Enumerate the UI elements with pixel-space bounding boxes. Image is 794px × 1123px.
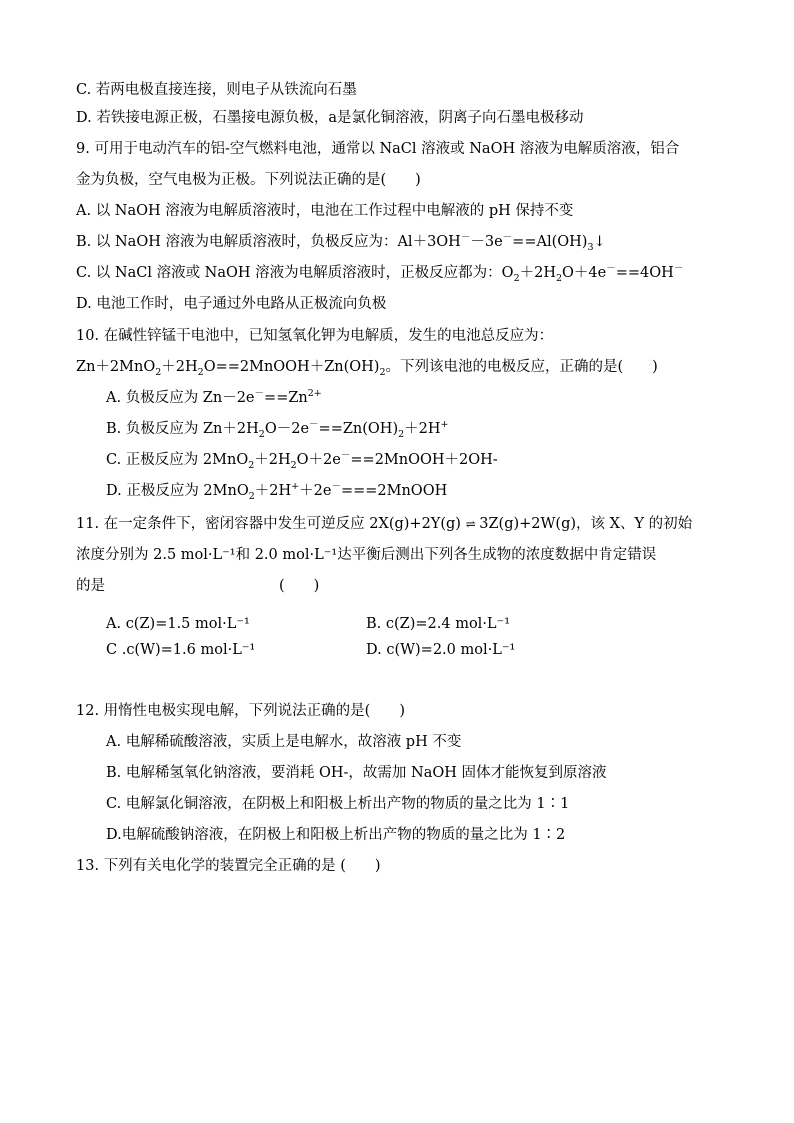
q10-option-d: D. 正极反应为 2MnO$_2$＋2H+＋2e－===2MnOOH (106, 481, 448, 502)
q10-option-c: C. 正极反应为 $2MnO_2+2H_2O+2e^-==2MnOOH+2OH-$ (106, 450, 498, 471)
q11-option-d: D. c(W)=2.0 mol·L⁻¹ (366, 642, 516, 658)
q9-stem-line2: 金为负极，空气电极为正极。下列说法正确的是( ) (76, 172, 421, 188)
q10-stem-line1: 10. 在碱性锌锰干电池中，已知氢氧化钾为电解质，发生的电池总反应为： (76, 328, 554, 344)
equilibrium-arrow-icon: ⇌ (465, 517, 475, 531)
q12-stem: 12. 用惰性电极实现电解，下列说法正确的是( ) (76, 703, 405, 719)
q10-option-b: B. 负极反应为 $Zn+2H_2O-2e^-==Zn(OH)_2+2H^+$ (106, 419, 449, 440)
q9-option-a: A. 以 NaOH 溶液为电解质溶液时，电池在工作过程中电解液的 pH 保持不变 (76, 203, 574, 219)
q10-stem-line2: $Zn+2MnO_2+2H_2O==2MnOOH+Zn(OH)_2$。下列该电池的电极反应，正确的是( ) (76, 359, 658, 378)
q12-option-d: D.电解硫酸钠溶液，在阴极上和阳极上析出产物的物质的量之比为 1∶2 (106, 827, 566, 843)
q9-option-b: B. 以 NaOH 溶液为电解质溶液时，负极反应为：$Al+3OH^--3e^-==Al(OH)_3↓$ (76, 232, 606, 253)
q8-option-d: D. 若铁接电源正极，石墨接电源负极，a是氯化铜溶液，阴离子向石墨电极移动 (76, 110, 584, 126)
q11-stem-line2: 浓度分别为 2.5 mol·L⁻¹和 2.0 mol·L⁻¹达平衡后测出下列各生成物的浓度数据中肯定错误 (76, 547, 657, 563)
q8-option-c: C. 若两电极直接连接，则电子从铁流向石墨 (76, 82, 357, 98)
q11-option-b: B. c(Z)=2.4 mol·L⁻¹ (366, 616, 511, 632)
q9-stem-line1: 9. 可用于电动汽车的铝-空气燃料电池，通常以 NaCl 溶液或 NaOH 溶液为电解质溶液，铝合 (76, 141, 680, 157)
q11-stem-line1: 11. 在一定条件下，密闭容器中发生可逆反应 2X(g)+2Y(g) ⇌ 3Z(g)+2W(g)，该 X、Y 的初始 (76, 516, 693, 532)
q11-option-c: C .c(W)=1.6 mol·L⁻¹ (106, 642, 256, 658)
q12-option-c: C. 电解氯化铜溶液，在阴极上和阳极上析出产物的物质的量之比为 1∶1 (106, 796, 570, 812)
q12-option-a: A. 电解稀硫酸溶液，实质上是电解水，故溶液 pH 不变 (106, 734, 462, 750)
q9-option-d: D. 电池工作时，电子通过外电路从正极流向负极 (76, 296, 387, 312)
q13-stem: 13. 下列有关电化学的装置完全正确的是 ( ) (76, 858, 381, 874)
q10-option-a: A. 负极反应为 $Zn-2e^-==Zn^{2+}$ (106, 388, 322, 406)
q11-option-a: A. c(Z)=1.5 mol·L⁻¹ (106, 616, 250, 632)
q11-stem-line3: 的是 ( ) (76, 578, 320, 594)
q12-option-b: B. 电解稀氢氧化钠溶液，要消耗 OH-，故需加 NaOH 固体才能恢复到原溶液 (106, 765, 607, 781)
q9-option-c: C. 以 NaCl 溶液或 NaOH 溶液为电解质溶液时，正极反应都为：$O_2+2H_2O+4e^-==4OH^-$ (76, 263, 684, 284)
